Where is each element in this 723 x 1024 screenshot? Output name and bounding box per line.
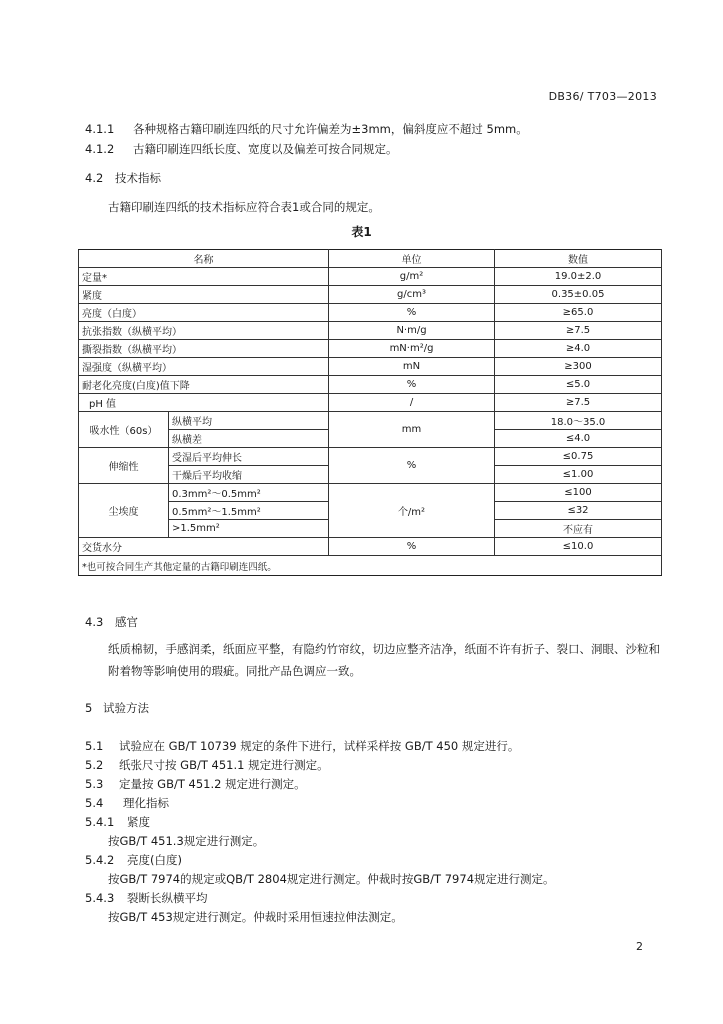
clause-number: 5.4.1 <box>85 815 115 829</box>
row-unit: mN <box>329 358 495 376</box>
clause-text: 裂断长纵横平均 <box>127 891 208 905</box>
sub-label: 0.3mm²～0.5mm² <box>169 484 329 502</box>
row-value: 不应有 <box>495 520 662 538</box>
row-unit: 个/m² <box>329 484 495 538</box>
row-value: ≥65.0 <box>495 304 662 322</box>
clause-number: 5.3 <box>85 777 104 791</box>
table-row <box>79 394 662 412</box>
row-unit: % <box>329 538 495 556</box>
page-number: 2 <box>636 940 643 953</box>
sub-label: 干燥后平均收缩 <box>169 466 329 484</box>
clause-number: 5.4 <box>85 796 104 810</box>
clause-5-3 <box>85 776 306 792</box>
clause-number: 4.1.2 <box>85 142 115 156</box>
row-value: 19.0±2.0 <box>495 268 662 286</box>
clause-5-1 <box>85 738 519 754</box>
row-value: ≤0.75 <box>495 448 662 466</box>
section-title: 感官 <box>115 615 138 629</box>
section-heading-4-2 <box>85 170 161 186</box>
sub-label: 纵横差 <box>169 430 329 448</box>
row-value: ≥300 <box>495 358 662 376</box>
table-row <box>79 484 662 502</box>
section-title: 试验方法 <box>103 701 149 715</box>
row-name: 抗张指数（纵横平均） <box>79 322 329 340</box>
row-value: ≤32 <box>495 502 662 520</box>
header-value: 数值 <box>495 250 662 268</box>
section-heading-5 <box>85 700 149 716</box>
row-name: 撕裂指数（纵横平均） <box>79 340 329 358</box>
row-unit: % <box>329 376 495 394</box>
row-value: ≥4.0 <box>495 340 662 358</box>
section-number: 4.2 <box>85 171 104 185</box>
table-row <box>79 358 662 376</box>
section-number: 4.3 <box>85 615 104 629</box>
row-name: 定量* <box>79 268 329 286</box>
clause-5-4-1 <box>85 814 150 830</box>
row-name: 耐老化亮度(白度)值下降 <box>79 376 329 394</box>
table-row <box>79 376 662 394</box>
clause-5-4-2 <box>85 852 182 868</box>
section-number: 5 <box>85 701 93 715</box>
sub-label: 0.5mm²～1.5mm² <box>169 502 329 520</box>
row-name: 尘埃度 <box>79 484 169 538</box>
row-name: pH 值 <box>79 394 329 412</box>
row-name: 亮度（白度） <box>79 304 329 322</box>
clause-4-1-2 <box>85 141 398 157</box>
clause-text: 定量按 GB/T 451.2 规定进行测定。 <box>119 777 306 791</box>
row-unit: N·m/g <box>329 322 495 340</box>
row-name: 吸水性（60s） <box>79 412 169 448</box>
table-row <box>79 286 662 304</box>
sub-label: 纵横平均 <box>169 412 329 430</box>
row-unit: g/m² <box>329 268 495 286</box>
clause-number: 5.4.2 <box>85 853 115 867</box>
clause-text: 纸张尺寸按 GB/T 451.1 规定进行测定。 <box>119 758 329 772</box>
clause-text: 亮度(白度) <box>127 853 182 867</box>
clause-5-4-3-text: 按GB/T 453规定进行测定。仲裁时采用恒速拉伸法测定。 <box>108 910 403 924</box>
clause-text: 试验应在 GB/T 10739 规定的条件下进行，试样采样按 GB/T 450 规定进行。 <box>119 739 520 753</box>
row-unit: g/cm³ <box>329 286 495 304</box>
document-code: DB36/ T703—2013 <box>548 90 657 103</box>
clause-5-4-3 <box>85 890 208 906</box>
clause-number: 4.1.1 <box>85 122 115 136</box>
clause-number: 5.2 <box>85 758 104 772</box>
row-value: ≤5.0 <box>495 376 662 394</box>
table-caption: 表1 <box>351 225 372 239</box>
row-value: ≤100 <box>495 484 662 502</box>
row-unit: % <box>329 304 495 322</box>
sub-label: 受湿后平均伸长 <box>169 448 329 466</box>
row-value: 0.35±0.05 <box>495 286 662 304</box>
row-value: ≥7.5 <box>495 394 662 412</box>
table-row <box>79 304 662 322</box>
row-value: ≤4.0 <box>495 430 662 448</box>
section-4-2-intro: 古籍印刷连四纸的技术指标应符合表1或合同的规定。 <box>108 200 380 214</box>
clause-5-4-2-text: 按GB/T 7974的规定或QB/T 2804规定进行测定。仲裁时按GB/T 7974规定进行测定。 <box>108 872 555 886</box>
section-4-3-text: 纸质棉韧，手感润柔，纸面应平整，有隐约竹帘纹，切边应整齐洁净，纸面不许有折子、裂口、洞眼、沙粒和附着物等影响使用的瑕疵。同批产品色调应一致。 <box>108 642 660 678</box>
header-name: 名称 <box>79 250 329 268</box>
clause-5-2 <box>85 757 329 773</box>
clause-number: 5.4.3 <box>85 891 115 905</box>
row-value: 18.0～35.0 <box>495 412 662 430</box>
row-value: ≤1.00 <box>495 466 662 484</box>
clause-text: 古籍印刷连四纸长度、宽度以及偏差可按合同规定。 <box>133 142 398 156</box>
clause-number: 5.1 <box>85 739 104 753</box>
technical-spec-table <box>78 249 662 576</box>
row-unit: mm <box>329 412 495 448</box>
table-row <box>79 322 662 340</box>
table-row <box>79 340 662 358</box>
row-unit: / <box>329 394 495 412</box>
clause-4-1-1 <box>85 121 528 137</box>
row-name: 湿强度（纵横平均） <box>79 358 329 376</box>
table-note: *也可按合同生产其他定量的古籍印刷连四纸。 <box>79 556 662 576</box>
row-unit: % <box>329 448 495 484</box>
clause-text: 紧度 <box>127 815 150 829</box>
clause-text: 理化指标 <box>123 796 169 810</box>
clause-5-4-1-text: 按GB/T 451.3规定进行测定。 <box>108 834 265 848</box>
table-header-row <box>79 250 662 268</box>
section-title: 技术指标 <box>115 171 161 185</box>
section-heading-4-3 <box>85 614 138 630</box>
table-row <box>79 448 662 466</box>
row-unit: mN·m²/g <box>329 340 495 358</box>
header-unit: 单位 <box>329 250 495 268</box>
clause-5-4 <box>85 795 169 811</box>
table-row <box>79 412 662 430</box>
row-name: 伸缩性 <box>79 448 169 484</box>
row-value: ≥7.5 <box>495 322 662 340</box>
table-row <box>79 268 662 286</box>
row-value: ≤10.0 <box>495 538 662 556</box>
row-name: 紧度 <box>79 286 329 304</box>
row-name: 交货水分 <box>79 538 329 556</box>
table-note-row <box>79 556 662 576</box>
table-row <box>79 538 662 556</box>
sub-label: >1.5mm² <box>169 520 329 538</box>
clause-text: 各种规格古籍印刷连四纸的尺寸允许偏差为±3mm，偏斜度应不超过 5mm。 <box>133 122 528 136</box>
